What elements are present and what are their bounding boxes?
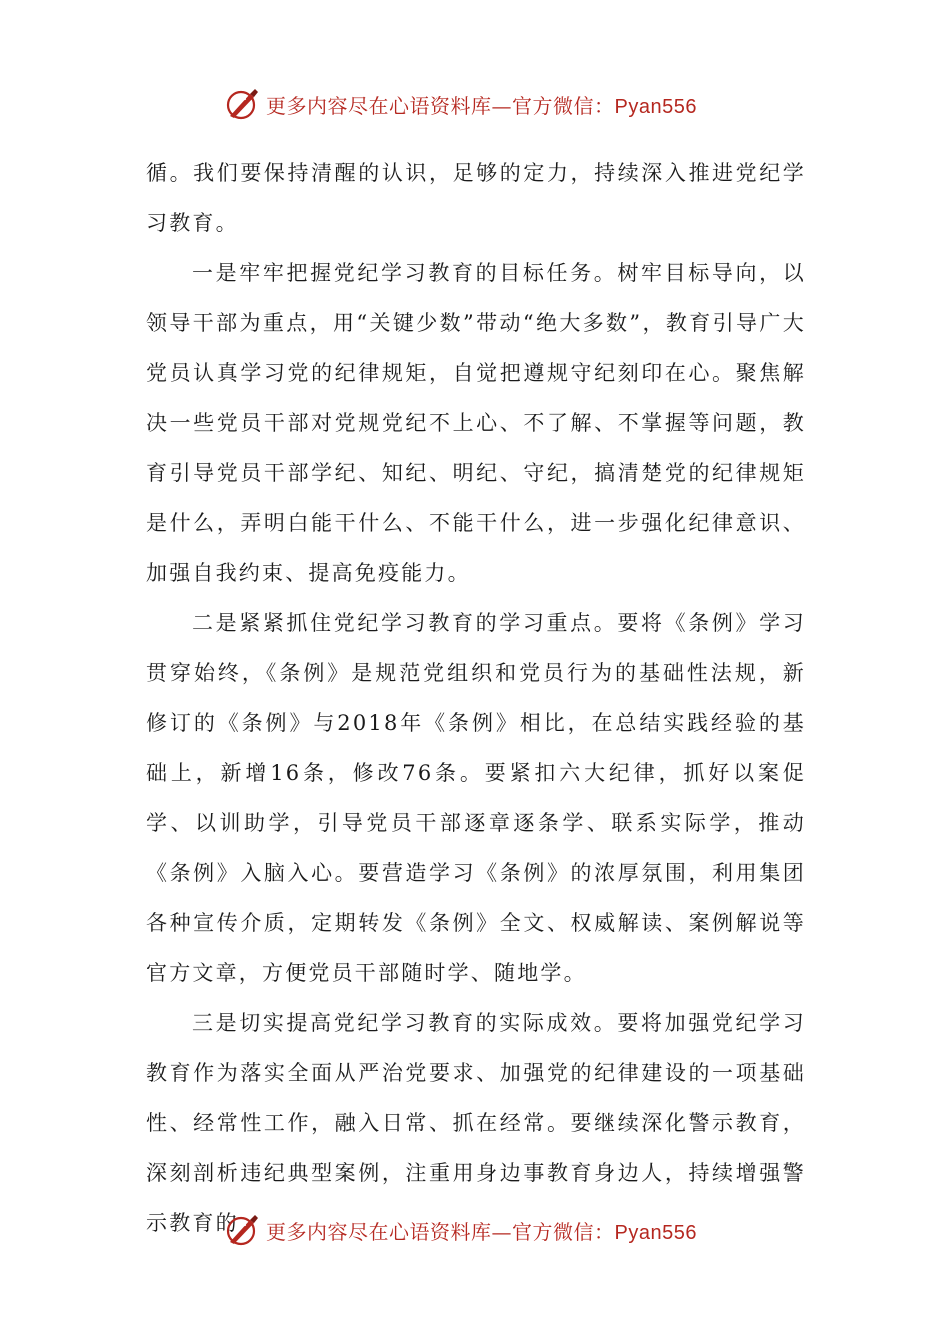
footer-banner-wechat-label: 官方微信：: [512, 1219, 615, 1244]
footer-banner: [224, 1210, 744, 1250]
paragraph-one: 一是牢牢把握党纪学习教育的目标任务。树牢目标导向，以领导干部为重点，用“关键少数”带动“绝大多数”，教育引导广大党员认真学习党的纪律规矩，自觉把遵规守纪刻印在心。聚焦解决一些党员干部对党规党纪不上心、不了解、不掌握等问题，教育引导党员干部学纪、知纪、明纪、守纪，搞清楚党的纪律规矩是什么，弄明白能干什么、不能干什么，进一步强化纪律意识、加强自我约束、提高免疫能力。: [146, 261, 806, 585]
header-banner-wechat-id: Pyan556: [614, 95, 697, 118]
footer-banner-text: [266, 1216, 697, 1245]
pen-logo-icon: [224, 86, 260, 122]
paragraph-continuation: 循。我们要保持清醒的认识，足够的定力，持续深入推进党纪学习教育。: [146, 161, 806, 235]
footer-banner-separator: —: [491, 1219, 512, 1244]
paragraph-two: 二是紧紧抓住党纪学习教育的学习重点。要将《条例》学习贯穿始终，《条例》是规范党组织和党员行为的基础性法规，新修订的《条例》与2018年《条例》相比，在总结实践经验的基础上，新增16条，修改76条。要紧扣六大纪律，抓好以案促学、以训助学，引导党员干部逐章逐条学、联系实际学，推动《条例》入脑入心。要营造学习《条例》的浓厚氛围，利用集团各种宣传介质，定期转发《条例》全文、权威解读、案例解说等官方文章，方便党员干部随时学、随地学。: [146, 611, 806, 985]
footer-banner-title: 更多内容尽在心语资料库: [266, 1219, 492, 1244]
header-banner-title: 更多内容尽在心语资料库: [266, 93, 492, 118]
paragraph-three: 三是切实提高党纪学习教育的实际成效。要将加强党纪学习教育作为落实全面从严治党要求、加强党的纪律建设的一项基础性、经常性工作，融入日常、抓在经常。要继续深化警示教育，深刻剖析违纪典型案例，注重用身边事教育身边人，持续增强警示教育的: [146, 1011, 806, 1235]
header-banner-text: [266, 90, 697, 119]
footer-banner-wechat-id: Pyan556: [614, 1221, 697, 1244]
pen-logo-icon: [224, 1212, 260, 1248]
header-banner-separator: —: [491, 93, 512, 118]
header-banner: [224, 84, 744, 124]
document-body: [146, 148, 806, 1248]
header-banner-wechat-label: 官方微信：: [512, 93, 615, 118]
